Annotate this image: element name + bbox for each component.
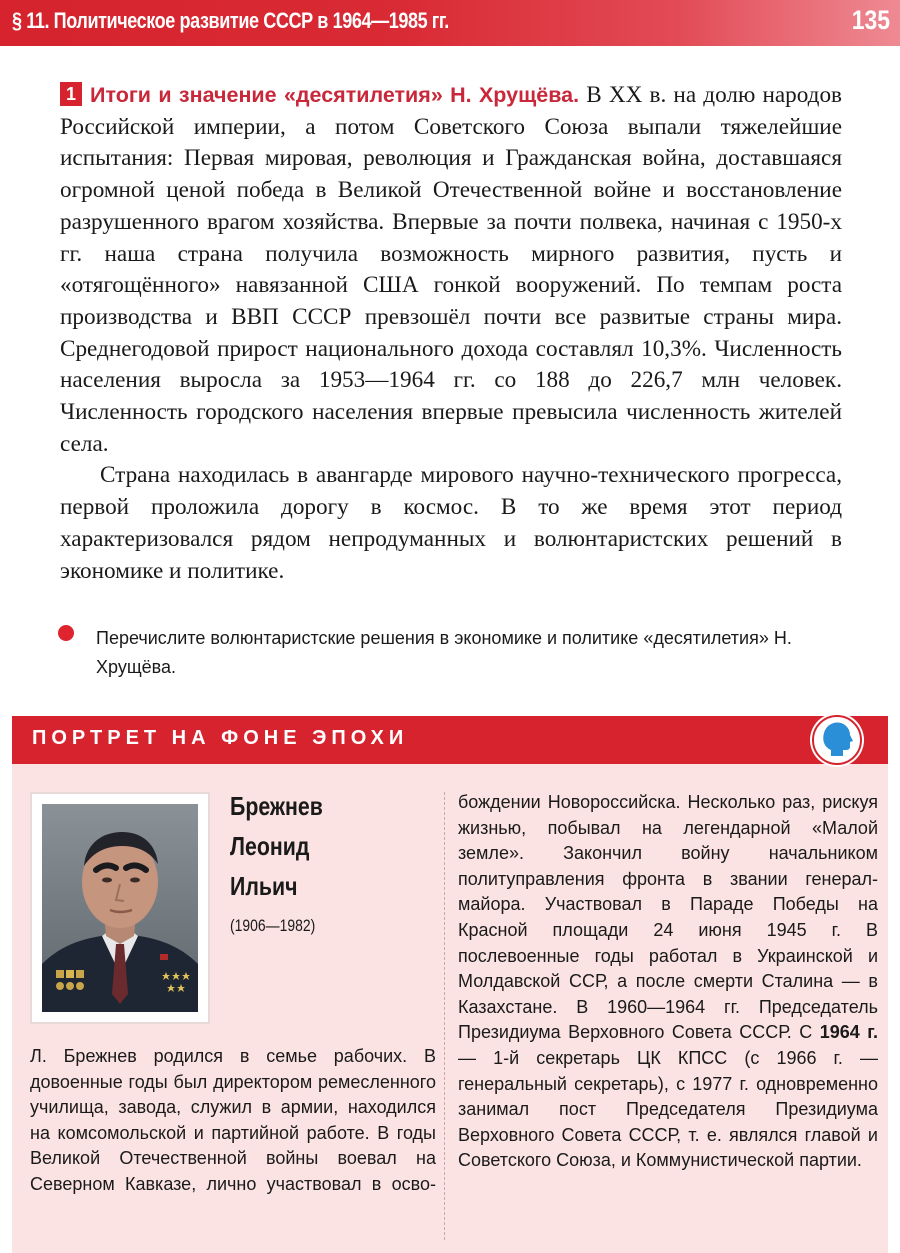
portrait-box	[12, 716, 888, 1253]
person-name	[230, 786, 323, 906]
red-dot-bullet-icon	[58, 625, 74, 641]
biography-right-text-2: — 1-й секретарь ЦК КПСС (с 1966 г. — генеральный секретарь), с 1977 г. одновременно занимал пост Председателя Президиума Верховного Совета СССР, т. е. являлся главой и Советского Союза, и Коммунистической партии.	[458, 1047, 878, 1171]
portrait-box-title: ПОРТРЕТ НА ФОНЕ ЭПОХИ	[32, 727, 409, 749]
portrait-photo	[30, 792, 210, 1024]
life-years: (1906—1982)	[230, 916, 316, 935]
question-text: Перечислите волюнтаристские решения в экономике и политике «десятилетия» Н. Хрущёва.	[96, 628, 792, 677]
page-number: 135	[851, 5, 890, 35]
biography-right-text-1: бождении Новороссийска. Несколько раз, рискуя жизнью, побывал на легендарной «Малой земле». Закончил войну начальником политуправления фронта в звании генерал-майора. Участвовал в Параде Победы на Красной площади 24 июня 1945 г. В послевоенные годы работал в Украинской и Молдавской ССР, а после смерти Сталина — в Казахстане. В 1960—1964 гг. Председатель Президиума Верховного Совета СССР. С	[458, 792, 878, 1043]
main-text	[60, 80, 842, 587]
biography-bold-year: 1964 г.	[819, 1022, 878, 1043]
section-number-badge: 1	[60, 82, 82, 106]
section-heading: Итоги и значение «десятилетия» Н. Хрущёва.	[90, 83, 580, 107]
page-header	[0, 0, 900, 46]
chapter-title: § 11. Политическое развитие СССР в 1964—1985 гг.	[12, 8, 449, 33]
paragraph-1-text: В XX в. на долю народов Российской империи, а потом Советского Союза выпали тяжелейшие испытания: Первая мировая, революция и Гражданская война, доставшаяся огромной ценой победа в Великой Отечественной войне и восстановление разрушенного врагом хозяйства. Впервые за почти полвека, начиная с 1950-х гг. наша страна получила возможность мирного развития, пусть и «отягощённого» навязанной США гонкой вооружений. По темпам роста производства и ВВП СССР превзошёл почти все развитые страны мира. Среднегодовой прирост национального дохода составлял 10,3%. Численность населения выросла за 1953—1964 гг. со 188 до 226,7 млн человек. Численность городского населения впервые превысила численность жителей села.	[60, 82, 842, 457]
paragraph-1	[60, 80, 842, 460]
person-surname: Брежнев	[230, 791, 323, 821]
biography-left-column: Л. Брежнев родился в семье рабочих. В довоенные годы был директором ремесленного училища, завода, служил в армии, находился на комсомольской и партийной работе. В годы Великой Отечественной войны воевал на Северном Кавказе, лично участвовал в осво-	[30, 1046, 436, 1194]
paragraph-2: Страна находилась в авангарде мирового научно-технического прогресса, первой проложила дорогу в космос. В то же время этот период характеризовался рядом непродуманных и волюнтаристских решений в экономике и политике.	[60, 462, 842, 584]
human-head-profile-icon	[809, 712, 865, 768]
person-given-name: Леонид	[230, 831, 310, 861]
biography-right-column	[458, 790, 878, 1174]
column-divider	[444, 792, 445, 1240]
portrait-box-header	[12, 716, 888, 764]
portrait-photo-image	[42, 804, 198, 1012]
person-patronymic: Ильич	[230, 871, 298, 901]
